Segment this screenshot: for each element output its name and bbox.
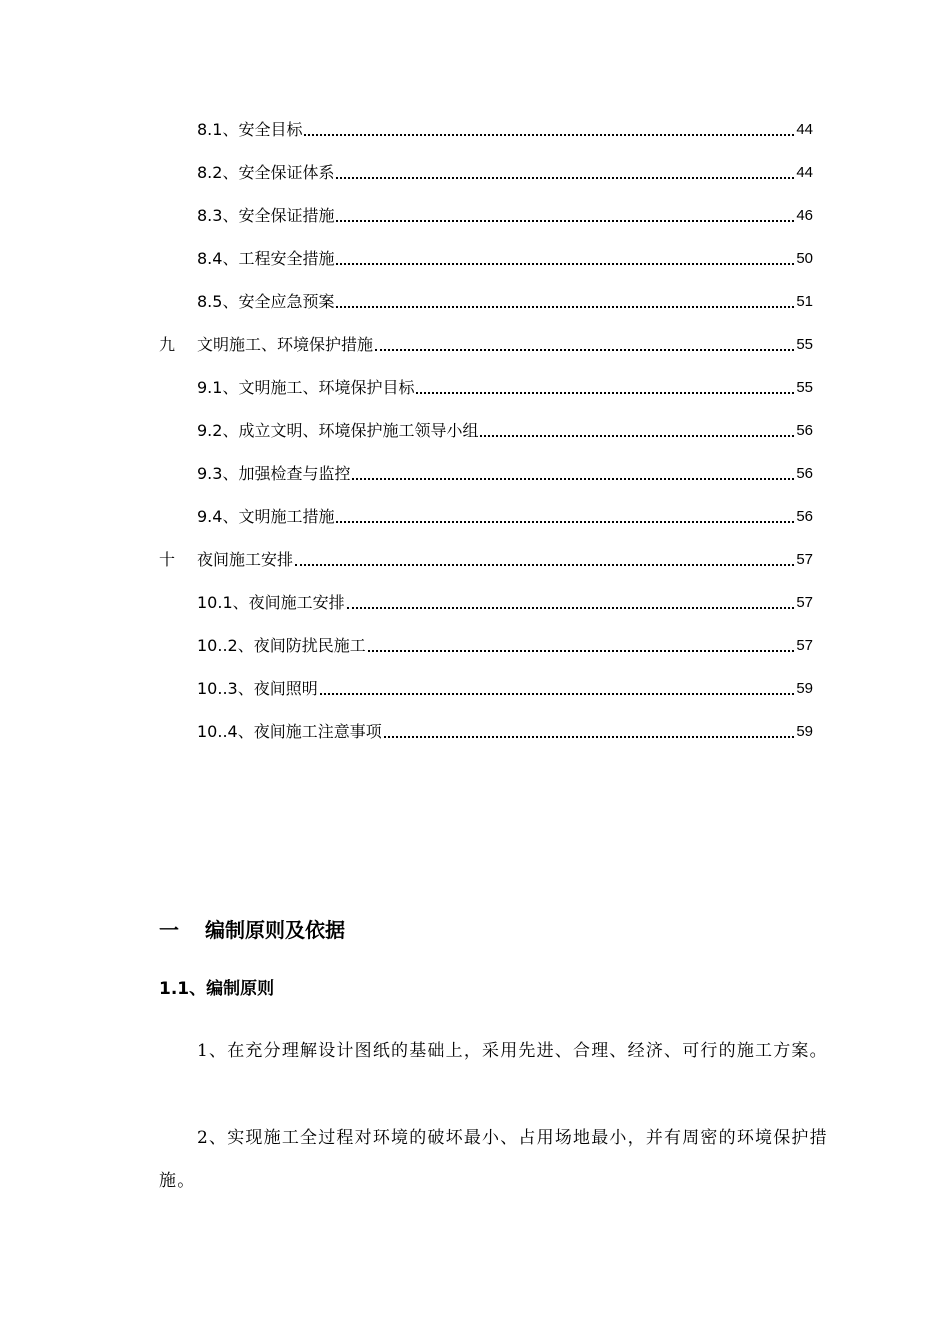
toc-dot-leader: [336, 306, 794, 308]
toc-entry-number: 10.1、: [197, 593, 249, 612]
toc-entry-number: 8.3、: [197, 206, 239, 225]
toc-entry-page: 46: [796, 207, 813, 224]
toc-entry-page: 57: [796, 637, 813, 654]
toc-entry-page: 57: [796, 551, 813, 568]
toc-entry-page: 44: [796, 121, 813, 138]
toc-entry-number: 9.3、: [197, 464, 239, 483]
toc-entry[interactable]: [197, 411, 813, 441]
toc-entry-number: 9.1、: [197, 378, 239, 397]
toc-entry[interactable]: [197, 583, 813, 613]
toc-chapter-entry[interactable]: [159, 325, 813, 355]
toc-entry-title: 夜间施工安排: [197, 550, 294, 569]
toc-dot-leader: [480, 435, 794, 437]
toc-entry-page: 56: [796, 508, 813, 525]
toc-dot-leader: [368, 650, 795, 652]
toc-entry-page: 50: [796, 250, 813, 267]
toc-dot-leader: [320, 693, 795, 695]
toc-entry-page: 59: [796, 680, 813, 697]
subsection-heading: 1.1、编制原则: [159, 979, 275, 999]
toc-entry-page: 59: [796, 723, 813, 740]
toc-entry-page: 55: [796, 379, 813, 396]
toc-entry-title: 文明施工措施: [238, 507, 335, 526]
toc-entry-page: 56: [796, 465, 813, 482]
toc-chapter-entry[interactable]: [159, 540, 813, 570]
toc-entry[interactable]: [197, 454, 813, 484]
toc-entry[interactable]: [197, 239, 813, 269]
toc-entry-title: 夜间施工注意事项: [253, 722, 382, 741]
section-heading-title: 编制原则及依据: [205, 918, 345, 942]
toc-dot-leader: [336, 177, 794, 179]
toc-dot-leader: [375, 349, 794, 351]
toc-entry-number: 8.2、: [197, 163, 239, 182]
toc-entry-number: 8.5、: [197, 292, 239, 311]
body-paragraph: 2、实现施工全过程对环境的破坏最小、占用场地最小，并有周密的环境保护措施。: [159, 1128, 828, 1191]
toc-entry-number: 10..2、: [197, 636, 254, 655]
toc-entry-title: 夜间施工安排: [248, 593, 345, 612]
body-paragraph: 1、在充分理解设计图纸的基础上，采用先进、合理、经济、可行的施工方案。: [197, 1041, 828, 1061]
toc-entry[interactable]: [197, 712, 813, 742]
toc-entry-page: 56: [796, 422, 813, 439]
toc-entry-number: 8.4、: [197, 249, 239, 268]
toc-entry-title: 文明施工、环境保护目标: [238, 378, 415, 397]
toc-entry[interactable]: [197, 669, 813, 699]
toc-entry-title: 工程安全措施: [238, 249, 335, 268]
toc-entry-number: 9.2、: [197, 421, 239, 440]
toc-entry-title: 安全保证措施: [238, 206, 335, 225]
toc-dot-leader: [336, 220, 794, 222]
section-heading: [159, 914, 345, 943]
toc-dot-leader: [336, 263, 794, 265]
toc-entry-number: 8.1、: [197, 120, 239, 139]
toc-entry[interactable]: [197, 368, 813, 398]
toc-dot-leader: [336, 521, 794, 523]
toc-dot-leader: [304, 134, 794, 136]
toc-entry[interactable]: [197, 497, 813, 527]
toc-entry-title: 安全应急预案: [238, 292, 335, 311]
toc-entry-title: 文明施工、环境保护措施: [197, 335, 374, 354]
toc-entry-number: 10..3、: [197, 679, 254, 698]
toc-entry-number: 10..4、: [197, 722, 254, 741]
toc-chapter-number: 十: [159, 550, 176, 569]
toc-entry-title: 加强检查与监控: [238, 464, 351, 483]
toc-entry-title: 安全保证体系: [238, 163, 335, 182]
toc-chapter-number: 九: [159, 335, 176, 354]
toc-entry[interactable]: [197, 153, 813, 183]
toc-entry[interactable]: [197, 196, 813, 226]
toc-entry-title: 夜间照明: [253, 679, 318, 698]
toc-entry-title: 夜间防扰民施工: [253, 636, 366, 655]
toc-dot-leader: [416, 392, 794, 394]
toc-dot-leader: [347, 607, 795, 609]
toc-entry-number: 9.4、: [197, 507, 239, 526]
toc-dot-leader: [295, 564, 794, 566]
toc-entry[interactable]: [197, 282, 813, 312]
section-heading-number: 一: [159, 918, 179, 942]
toc-entry-page: 57: [796, 594, 813, 611]
toc-entry-page: 44: [796, 164, 813, 181]
toc-dot-leader: [352, 478, 794, 480]
toc-entry[interactable]: [197, 626, 813, 656]
toc-dot-leader: [384, 736, 795, 738]
toc-entry-title: 安全目标: [238, 120, 303, 139]
toc-entry-title: 成立文明、环境保护施工领导小组: [238, 421, 479, 440]
toc-entry[interactable]: [197, 110, 813, 140]
toc-entry-page: 55: [796, 336, 813, 353]
toc-entry-page: 51: [796, 293, 813, 310]
